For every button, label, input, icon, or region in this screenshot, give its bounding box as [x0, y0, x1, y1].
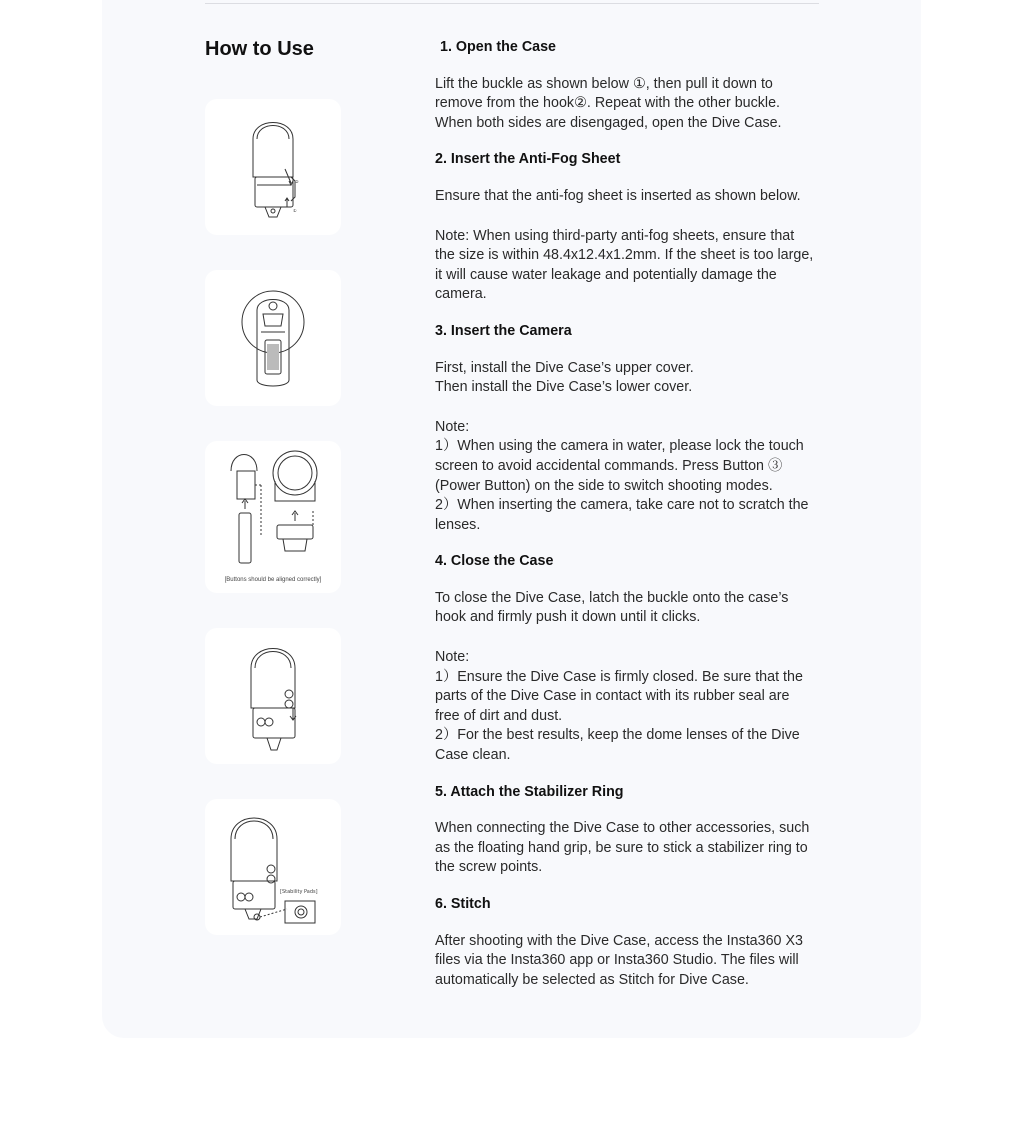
step-note: Note: 1）When using the camera in water, please lock the touch screen to avoid accidental commands. Press Button ③ (Power Button) on the side to switch shooting modes. 2）When inserting the camera, take care not to scratch the lenses. [435, 418, 809, 533]
stabilizer-ring-illustration-icon [205, 799, 341, 935]
figure-stabilizer-ring [205, 799, 341, 935]
step-title: 2. Insert the Anti-Fog Sheet [435, 151, 621, 168]
figure-open-case [205, 99, 341, 235]
step-attach-stabilizer-ring [435, 783, 815, 878]
step-paragraph: Ensure that the anti-fog sheet is inserted as shown below. [435, 187, 801, 204]
step-paragraph: Lift the buckle as shown below ①, then pull it down to remove from the hook②. Repeat with the other buckle. When both sides are disengaged, open the Dive Case. [435, 75, 782, 131]
step-paragraph: To close the Dive Case, latch the buckle onto the case’s hook and firmly push it down until it clicks. [435, 589, 789, 626]
step-title: 1. Open the Case [440, 39, 557, 55]
figure-caption: [Buttons should be aligned correctly] [224, 577, 322, 583]
close-case-illustration-icon [205, 628, 341, 764]
step-anti-fog-sheet [435, 150, 815, 305]
step-title: 6. Stitch [435, 896, 491, 912]
figure-callout: [Stability Pads] [280, 889, 318, 895]
step-title: 3. Insert the Camera [435, 322, 572, 339]
svg-text:①: ① [293, 208, 297, 213]
insert-camera-illustration-icon [205, 441, 341, 593]
steps-list [435, 38, 815, 990]
figure-anti-fog-sheet [205, 270, 341, 406]
step-stitch [435, 895, 815, 990]
open-case-illustration-icon [205, 99, 341, 235]
step-title: 5. Attach the Stabilizer Ring [435, 783, 624, 800]
anti-fog-sheet-illustration-icon [205, 270, 341, 406]
step-paragraph: First, install the Dive Case’s upper cover. Then install the Dive Case’s lower cover. [435, 359, 694, 396]
step-note: Note: 1）Ensure the Dive Case is firmly closed. Be sure that the parts of the Dive Case in contact with its rubber seal are free of dirt and dust. 2）For the best results, keep the dome lenses of the Dive Case clean. [435, 649, 803, 764]
step-paragraph: After shooting with the Dive Case, access the Insta360 X3 files via the Insta360 app or Insta360 Studio. The files will automatically be selected as Stitch for Dive Case. [435, 932, 803, 988]
step-title: 4. Close the Case [435, 553, 554, 570]
step-paragraph: When connecting the Dive Case to other accessories, such as the floating hand grip, be sure to stick a stabilizer ring to the screw points. [435, 820, 810, 876]
svg-text:②: ② [295, 179, 299, 184]
figure-close-case [205, 628, 341, 764]
step-open-case [435, 38, 815, 133]
figure-insert-camera [205, 441, 341, 593]
section-divider [205, 3, 819, 4]
step-insert-camera [435, 322, 815, 535]
section-heading: How to Use [205, 38, 314, 60]
step-close-case [435, 552, 815, 765]
step-note: Note: When using third-party anti-fog sheets, ensure that the size is within 48.4x12.4x1.2mm. If the sheet is too large, it will cause water leakage and potentially damage the camera. [435, 227, 814, 303]
